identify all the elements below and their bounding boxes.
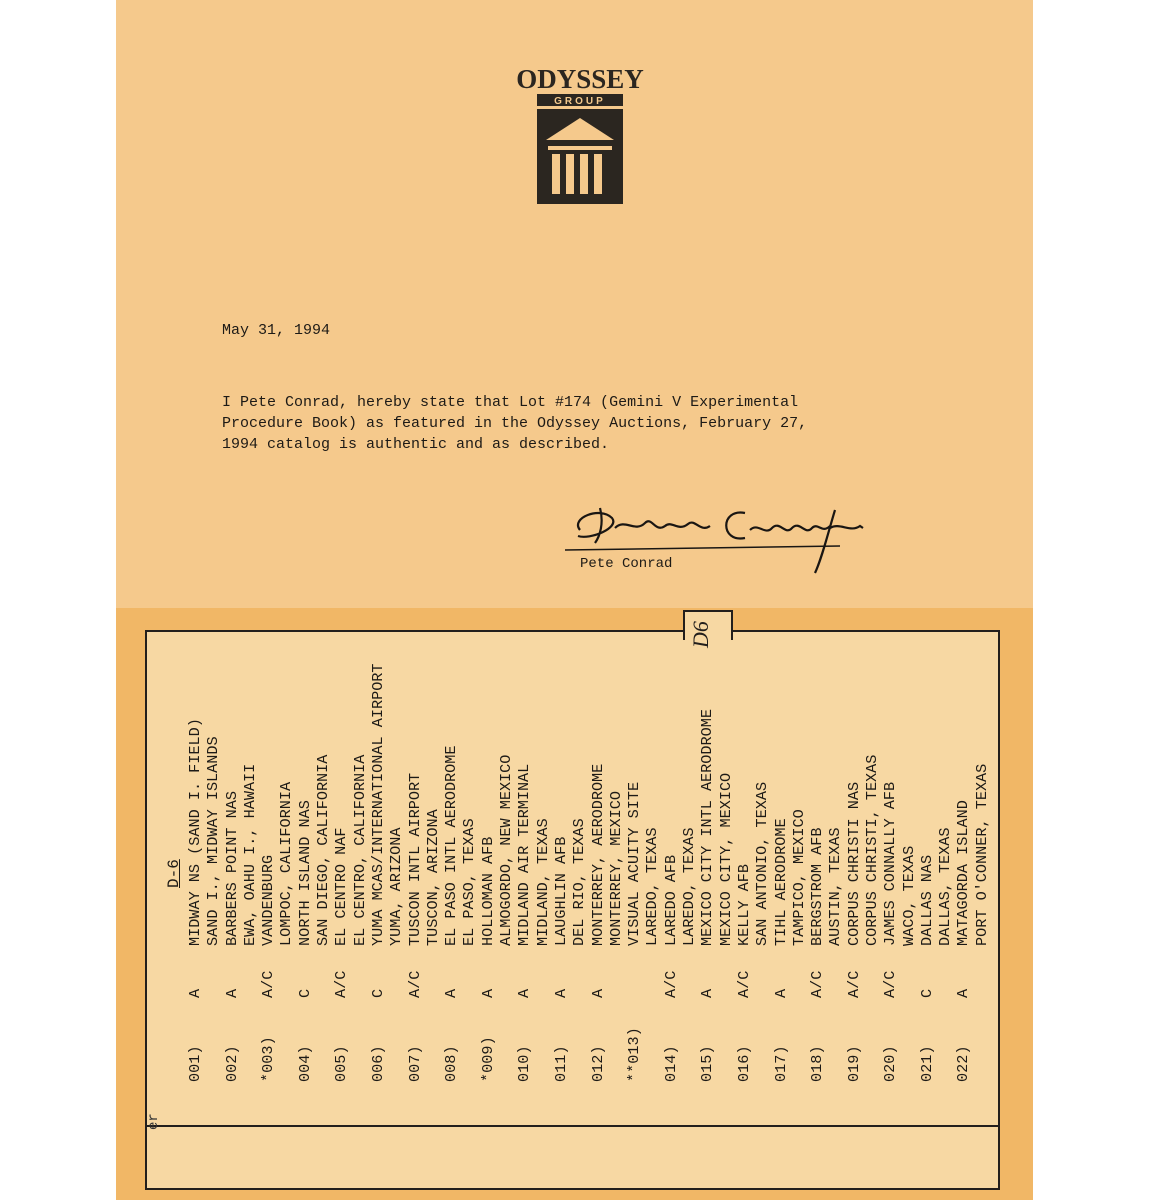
site-row: [424, 642, 442, 1082]
site-number: [753, 998, 771, 1082]
site-name: MIDLAND AIR TERMINAL: [515, 763, 534, 946]
site-row: [479, 642, 497, 1082]
site-number: [460, 998, 478, 1082]
site-name: ALMOGORDO, NEW MEXICO: [497, 754, 516, 946]
site-row: [589, 642, 607, 1082]
site-class: A/C: [405, 970, 424, 998]
site-class: [351, 946, 369, 998]
site-number: [680, 998, 698, 1082]
site-row: [241, 642, 259, 1082]
site-class: [241, 946, 259, 998]
site-number: [790, 998, 808, 1082]
site-number: [497, 998, 515, 1082]
site-number: [387, 998, 405, 1082]
site-name: PORT O'CONNER, TEXAS: [972, 763, 991, 946]
site-name: BARBERS POINT NAS: [222, 791, 241, 946]
site-row: [607, 642, 625, 1082]
site-class: [314, 946, 332, 998]
site-class: A: [515, 988, 534, 998]
site-number: 005): [332, 1045, 351, 1082]
card-tab-label: D6: [688, 621, 713, 648]
site-number: [643, 998, 661, 1082]
site-name: LAREDO, TEXAS: [643, 827, 662, 946]
site-name: EWA, OAHU I., HAWAII: [240, 763, 259, 946]
site-row: [332, 642, 350, 1082]
site-row: [570, 642, 588, 1082]
logo-subtext: GROUP: [554, 96, 606, 107]
site-row: [369, 642, 387, 1082]
site-class: [863, 946, 881, 998]
statement-line: 1994 catalog is authentic and as described.: [222, 436, 610, 453]
site-number: [277, 998, 295, 1082]
site-class: [717, 946, 735, 998]
site-class: A: [478, 988, 497, 998]
site-class: [204, 946, 222, 998]
site-name: SAN DIEGO, CALIFORNIA: [314, 754, 333, 946]
site-row: [900, 642, 918, 1082]
site-class: C: [917, 988, 936, 998]
site-row: [918, 642, 936, 1082]
site-number: 018): [808, 1045, 827, 1082]
site-class: C: [295, 988, 314, 998]
site-class: [534, 946, 552, 998]
site-class: A: [954, 988, 973, 998]
site-class: [753, 946, 771, 998]
site-row: [460, 642, 478, 1082]
site-name: CORPUS CHRISTI, TEXAS: [862, 754, 881, 946]
site-number: 016): [734, 1045, 753, 1082]
site-name: TAMPICO, MEXICO: [789, 809, 808, 946]
site-row: [314, 642, 332, 1082]
site-number: [570, 998, 588, 1082]
site-row: [680, 642, 698, 1082]
site-row: [497, 642, 515, 1082]
site-row: [698, 642, 716, 1082]
site-row: [625, 642, 643, 1082]
site-number: [351, 998, 369, 1082]
site-name: MONTERREY, MEXICO: [606, 791, 625, 946]
site-number: **013): [625, 1027, 644, 1082]
site-class: A/C: [881, 970, 900, 998]
card-bottom-strip: [145, 1125, 1000, 1192]
odyssey-group-logo: [516, 62, 644, 204]
site-row: [259, 642, 277, 1082]
site-number: [607, 998, 625, 1082]
site-name: TUSCON INTL AIRPORT: [405, 772, 424, 946]
site-number: 017): [771, 1045, 790, 1082]
site-row: [406, 642, 424, 1082]
letter-date: May 31, 1994: [222, 322, 331, 339]
site-row: [863, 642, 881, 1082]
site-row: [515, 642, 533, 1082]
site-row: [808, 642, 826, 1082]
site-number: 002): [222, 1045, 241, 1082]
site-class: A: [551, 988, 570, 998]
site-name: MIDLAND, TEXAS: [533, 818, 552, 946]
site-class: A: [771, 988, 790, 998]
site-row: [387, 642, 405, 1082]
site-row: [717, 642, 735, 1082]
site-class: [460, 946, 478, 998]
site-name: VANDENBURG: [259, 854, 278, 946]
site-row: [826, 642, 844, 1082]
card-heading: D-6: [165, 859, 183, 888]
site-name: EL PASO, TEXAS: [460, 818, 479, 946]
site-row: [204, 642, 222, 1082]
site-name: VISUAL ACUITY SITE: [625, 781, 644, 946]
site-class: A/C: [332, 970, 351, 998]
site-class: [625, 946, 643, 998]
site-class: [973, 946, 991, 998]
site-name: LOMPOC, CALIFORNIA: [277, 781, 296, 946]
site-number: [241, 998, 259, 1082]
site-class: [826, 946, 844, 998]
site-number: [314, 998, 332, 1082]
site-row: [643, 642, 661, 1082]
site-name: TIHL AERODROME: [771, 818, 790, 946]
site-name: YUMA, ARIZONA: [387, 827, 406, 946]
statement-line: Procedure Book) as featured in the Odyssey Auctions, February 27,: [222, 415, 808, 432]
site-class: A: [588, 988, 607, 998]
site-number: 008): [442, 1045, 461, 1082]
site-class: [277, 946, 295, 998]
statement-line: I Pete Conrad, hereby state that Lot #174 (Gemini V Experimental: [222, 394, 799, 411]
site-class: [900, 946, 918, 998]
site-class: A: [186, 988, 204, 998]
site-name: LAREDO AFB: [661, 854, 680, 946]
site-name: CORPUS CHRISTI NAS: [844, 781, 863, 946]
site-row: [790, 642, 808, 1082]
site-row: [296, 642, 314, 1082]
site-name: TUSCON, ARIZONA: [423, 809, 442, 946]
site-class: A: [222, 988, 241, 998]
site-number: *003): [259, 1036, 278, 1082]
site-class: [570, 946, 588, 998]
site-number: 012): [588, 1045, 607, 1082]
site-name: MEXICO CITY INTL AERODROME: [698, 709, 717, 946]
site-name: KELLY AFB: [734, 863, 753, 946]
site-row: [351, 642, 369, 1082]
site-name: LAUGHLIN AFB: [551, 836, 570, 946]
site-name: JAMES CONNALLY AFB: [881, 781, 900, 946]
site-name: WACO, TEXAS: [899, 845, 918, 946]
site-class: [607, 946, 625, 998]
site-number: [863, 998, 881, 1082]
statement-text: [222, 392, 982, 455]
site-number: [900, 998, 918, 1082]
site-number: [936, 998, 954, 1082]
site-row: [845, 642, 863, 1082]
site-class: A/C: [734, 970, 753, 998]
site-number: 001): [186, 1045, 204, 1082]
site-name: AUSTIN, TEXAS: [826, 827, 845, 946]
site-class: [936, 946, 954, 998]
site-name: SAND I., MIDWAY ISLANDS: [204, 736, 223, 946]
signatory-name: Pete Conrad: [580, 556, 673, 572]
site-name: SAN ANTONIO, TEXAS: [753, 781, 772, 946]
site-class: A/C: [808, 970, 827, 998]
site-name: NORTH ISLAND NAS: [295, 800, 314, 946]
site-number: 011): [551, 1045, 570, 1082]
site-row: [954, 642, 972, 1082]
site-number: [973, 998, 991, 1082]
site-name: YUMA MCAS/INTERNATIONAL AIRPORT: [368, 663, 387, 946]
site-class: A: [698, 988, 717, 998]
site-name: DALLAS, TEXAS: [936, 827, 955, 946]
site-number: 010): [515, 1045, 534, 1082]
site-name: HOLLOMAN AFB: [478, 836, 497, 946]
site-number: 014): [661, 1045, 680, 1082]
site-number: 006): [368, 1045, 387, 1082]
site-row: [735, 642, 753, 1082]
site-number: 021): [917, 1045, 936, 1082]
site-row: [534, 642, 552, 1082]
site-number: 004): [295, 1045, 314, 1082]
site-row: [753, 642, 771, 1082]
site-number: 020): [881, 1045, 900, 1082]
site-name: MONTERREY, AERODROME: [588, 763, 607, 946]
site-number: *009): [478, 1036, 497, 1082]
site-row: [552, 642, 570, 1082]
site-row: [772, 642, 790, 1082]
site-class: [643, 946, 661, 998]
site-class: [790, 946, 808, 998]
site-name: MIDWAY NS (SAND I. FIELD): [186, 718, 204, 946]
margin-mark: er: [146, 1113, 162, 1130]
site-class: A/C: [259, 970, 278, 998]
site-name: MATAGORDA ISLAND: [954, 800, 973, 946]
site-number: [717, 998, 735, 1082]
site-number: [204, 998, 222, 1082]
site-class: [424, 946, 442, 998]
site-name: EL PASO INTL AERODROME: [442, 745, 461, 946]
site-row: [881, 642, 899, 1082]
site-row: [277, 642, 295, 1082]
site-number: 007): [405, 1045, 424, 1082]
site-class: [387, 946, 405, 998]
site-row: [973, 642, 991, 1082]
site-class: A/C: [661, 970, 680, 998]
site-row: [442, 642, 460, 1082]
site-number: [424, 998, 442, 1082]
site-number: 019): [844, 1045, 863, 1082]
site-class: [680, 946, 698, 998]
site-name: DEL RIO, TEXAS: [570, 818, 589, 946]
site-name: BERGSTROM AFB: [808, 827, 827, 946]
site-row: [936, 642, 954, 1082]
site-class: A: [442, 988, 461, 998]
site-class: C: [368, 988, 387, 998]
site-name: EL CENTRO, CALIFORNIA: [350, 754, 369, 946]
site-name: LAREDO, TEXAS: [680, 827, 699, 946]
site-list: [186, 642, 991, 1082]
site-name: MEXICO CITY, MEXICO: [716, 772, 735, 946]
site-number: 022): [954, 1045, 973, 1082]
site-row: [662, 642, 680, 1082]
site-number: [826, 998, 844, 1082]
site-class: [497, 946, 515, 998]
site-name: DALLAS NAS: [917, 854, 936, 946]
site-number: 015): [698, 1045, 717, 1082]
site-row: [186, 642, 204, 1082]
site-name: EL CENTRO NAF: [332, 827, 351, 946]
site-number: [534, 998, 552, 1082]
site-class: A/C: [844, 970, 863, 998]
logo-text: ODYSSEY: [516, 64, 644, 94]
site-row: [223, 642, 241, 1082]
